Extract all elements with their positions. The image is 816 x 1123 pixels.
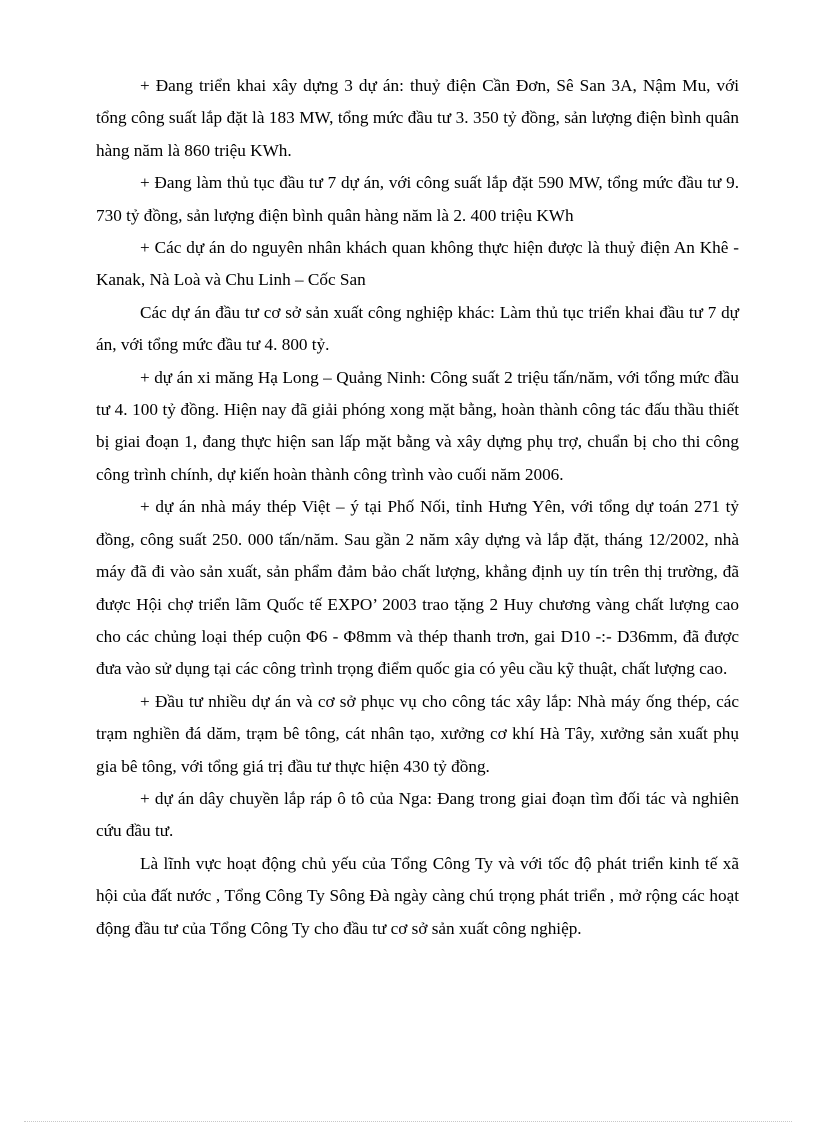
- paragraph-hydro-construction: + Đang triển khai xây dựng 3 dự án: thuỷ điện Cần Đơn, Sê San 3A, Nậm Mu, với tổng công suất lắp đặt là 183 MW, tổng mức đầu tư 3. 350 tỷ đồng, sản lượng điện bình quân hàng năm là 860 triệu KWh.: [96, 76, 739, 160]
- paragraph-viet-y-steel: + dự án nhà máy thép Việt – ý tại Phố Nối, tỉnh Hưng Yên, với tổng dự toán 271 tỷ đồng, công suất 250. 000 tấn/năm. Sau gần 2 năm xây dựng và lắp đặt, tháng 12/2002, nhà máy đã đi vào sản xuất, sản phẩm đảm bảo chất lượng, khẳng định uy tín trên thị trường, đã được Hội chợ triển lãm Quốc tế EXPO’ 2003 trao tặng 2 Huy chương vàng chất lượng cao cho các chủng loại thép cuộn Φ6 - Φ8mm và thép thanh trơn, gai D10 -:- D36mm, đã được đưa vào sử dụng tại các công trình trọng điểm quốc gia có yêu cầu kỹ thuật, chất lượng cao.: [96, 497, 739, 679]
- paragraph-conclusion: Là lĩnh vực hoạt động chủ yếu của Tổng Công Ty và với tốc độ phát triển kinh tế xã hội của đất nước , Tổng Công Ty Sông Đà ngày càng chú trọng phát triển , mở rộng các hoạt động đầu tư của Tổng Công Ty cho đầu tư cơ sở sản xuất công nghiệp.: [96, 853, 739, 938]
- paragraph-industrial-investment: Các dự án đầu tư cơ sở sản xuất công nghiệp khác: Làm thủ tục triển khai đầu tư 7 dự án, với tổng mức đầu tư 4. 800 tỷ.: [96, 302, 739, 355]
- paragraph-construction-support: + Đầu tư nhiều dự án và cơ sở phục vụ cho công tác xây lắp: Nhà máy ống thép, các trạm nghiền đá dăm, trạm bê tông, cát nhân tạo, xưởng cơ khí Hà Tây, xưởng sản xuất phụ gia bê tông, với tổng giá trị đầu tư thực hiện 430 tỷ đồng.: [96, 691, 739, 776]
- paragraph-hydro-procedures: + Đang làm thủ tục đầu tư 7 dự án, với công suất lắp đặt 590 MW, tổng mức đầu tư 9. 730 tỷ đồng, sản lượng điện bình quân hàng năm là 2. 400 triệu KWh: [96, 173, 739, 225]
- paragraph-hydro-cancelled: + Các dự án do nguyên nhân khách quan không thực hiện được là thuỷ điện An Khê - Kanak, Nà Loà và Chu Linh – Cốc San: [96, 238, 739, 290]
- paragraph-ha-long-cement: + dự án xi măng Hạ Long – Quảng Ninh: Công suất 2 triệu tấn/năm, với tổng mức đầu tư 4. 100 tỷ đồng. Hiện nay đã giải phóng xong mặt bằng, hoàn thành công tác đấu thầu thiết bị giai đoạn 1, đang thực hiện san lấp mặt bằng và xây dựng phụ trợ, chuẩn bị cho thi công công trình chính, dự kiến hoàn thành công trình vào cuối năm 2006.: [96, 367, 739, 484]
- paragraph-auto-assembly: + dự án dây chuyền lắp ráp ô tô của Nga: Đang trong giai đoạn tìm đối tác và nghiên cứu đầu tư.: [96, 788, 739, 841]
- document-body: [96, 70, 739, 945]
- page-bottom-rule: [24, 1121, 792, 1122]
